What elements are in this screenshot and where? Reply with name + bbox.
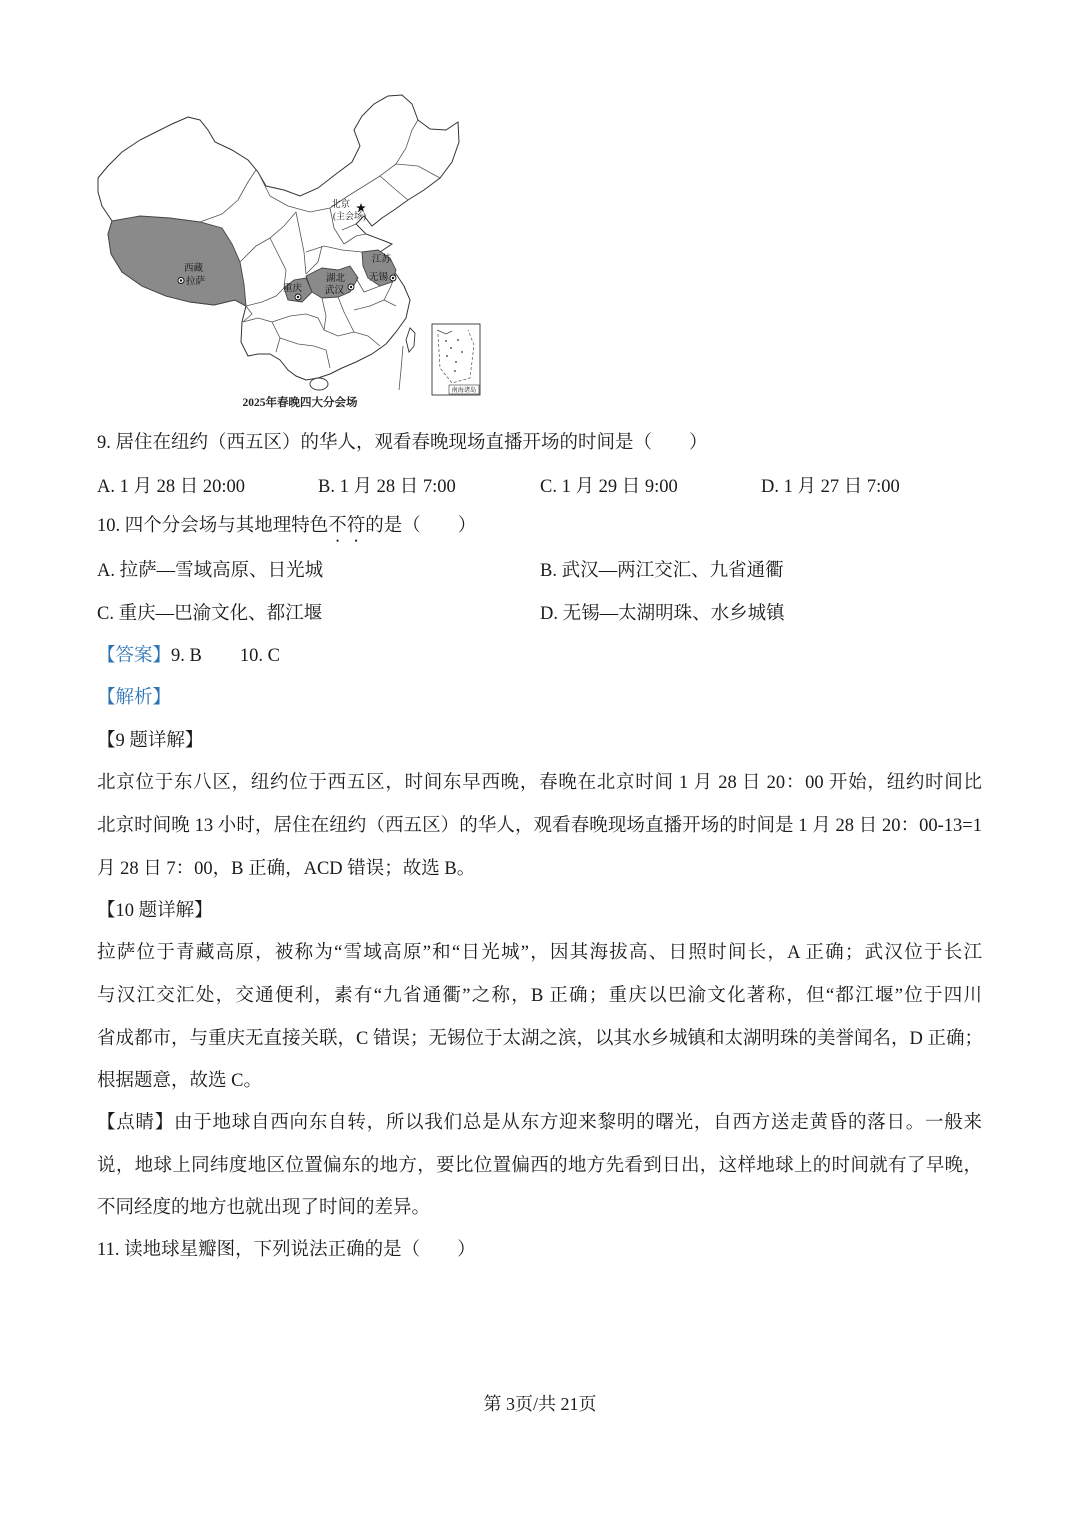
- label-main-venue: (主会场): [333, 211, 366, 221]
- page-number: 第 3页/共 21页: [483, 1394, 597, 1414]
- taiwan-island: [406, 328, 415, 352]
- q10-detail-line: 根据题意，故选 C。: [97, 1071, 262, 1091]
- label-xizang: 西藏: [184, 264, 204, 274]
- analysis-label: 【解析】: [97, 688, 172, 708]
- q9-detail-heading: 【9 题详解】: [97, 731, 204, 751]
- label-south-sea-islands: 南海诸岛: [451, 387, 477, 394]
- china-map-figure: [90, 85, 490, 420]
- label-beijing: 北京: [331, 200, 351, 210]
- q10-detail-line: 与汉江交汇处，交通便利，素有“九省通衢”之称，B 正确；重庆以巴渝文化著称，但“都江堰”位于四川: [97, 986, 982, 1006]
- q9-option-b: B. 1 月 28 日 7:00: [318, 477, 456, 497]
- q9-option-c: C. 1 月 29 日 9:00: [540, 477, 678, 497]
- q10-stem: [97, 513, 476, 546]
- sea-boundary-line: [399, 346, 403, 390]
- label-hubei: 湖北: [326, 274, 346, 284]
- south-sea-inset: [432, 324, 480, 395]
- q10-detail-heading: 【10 题详解】: [97, 901, 213, 921]
- answer-line: [97, 643, 280, 669]
- q9-detail-line: 北京时间晚 13 小时，居住在纽约（西五区）的华人，观看春晚现场直播开场的时间是 1 月 28 日 20：00-13=1: [97, 816, 982, 836]
- tip-line: 说，地球上同纬度地区位置偏东的地方，要比位置偏西的地方先看到日出，这样地球上的时间就有了早晚，: [97, 1156, 982, 1176]
- tip-label: 【点睛】: [97, 1113, 175, 1133]
- q9-detail-line: 北京位于东八区，纽约位于西五区，时间东早西晚，春晚在北京时间 1 月 28 日 20：00 开始，纽约时间比: [97, 773, 982, 793]
- answer-label: 【答案】: [97, 646, 172, 666]
- q10-option-b: B. 武汉—两江交汇、九省通衢: [540, 561, 784, 581]
- city-dot-icon: [348, 284, 354, 290]
- answer-q10: 10. C: [239, 646, 280, 666]
- q10-options-row-2: [0, 601, 1080, 627]
- q9-option-a: A. 1 月 28 日 20:00: [97, 477, 246, 497]
- q9-stem: 9. 居住在纽约（西五区）的华人，观看春晚现场直播开场的时间是（ ）: [97, 433, 708, 453]
- q10-detail-line: 拉萨位于青藏高原，被称为“雪域高原”和“日光城”，因其海拔高、日照时间长，A 正确；武汉位于长江: [97, 943, 982, 963]
- q10-options-row-1: [0, 558, 1080, 584]
- q10-stem-before: 10. 四个分会场与其地理特色: [97, 516, 329, 536]
- city-dot-icon: [178, 278, 184, 284]
- tip-text: 由于地球自西向东自转，所以我们总是从东方迎来黎明的曙光，自西方送走黄昏的落日。一般来: [174, 1113, 982, 1133]
- q9-detail-line: 月 28 日 7：00，B 正确，ACD 错误；故选 B。: [97, 859, 476, 879]
- label-lasa: 拉萨: [186, 277, 206, 287]
- figure-caption: 2025年春晚四大分会场: [242, 397, 358, 409]
- label-wuhan: 武汉: [325, 286, 345, 296]
- q9-option-d: D. 1 月 27 日 7:00: [761, 477, 900, 497]
- q10-detail-line: 省成都市，与重庆无直接关联，C 错误；无锡位于太湖之滨，以其水乡城镇和太湖明珠的美誉闻名，D 正确；: [97, 1029, 983, 1049]
- label-chongqing: 重庆: [283, 284, 303, 294]
- q10-stem-emphasis: 不符: [328, 516, 366, 536]
- city-dot-icon: [390, 275, 396, 281]
- q10-stem-after: 的是（ ）: [365, 516, 477, 536]
- answer-q9: 9. B: [171, 646, 202, 666]
- tip-line: [97, 1110, 982, 1136]
- city-dot-icon: [295, 294, 301, 300]
- hainan-island: [310, 378, 328, 390]
- q9-options: [0, 474, 1080, 500]
- label-wuxi: 无锡: [369, 273, 389, 283]
- q10-option-a: A. 拉萨—雪域高原、日光城: [97, 561, 324, 581]
- q11-stem: 11. 读地球星瓣图，下列说法正确的是（ ）: [97, 1240, 476, 1260]
- tip-line: 不同经度的地方也就出现了时间的差异。: [97, 1198, 431, 1218]
- q10-option-c: C. 重庆—巴渝文化、都江堰: [97, 604, 323, 624]
- q10-option-d: D. 无锡—太湖明珠、水乡城镇: [540, 604, 785, 624]
- label-jiangsu: 江苏: [372, 255, 392, 265]
